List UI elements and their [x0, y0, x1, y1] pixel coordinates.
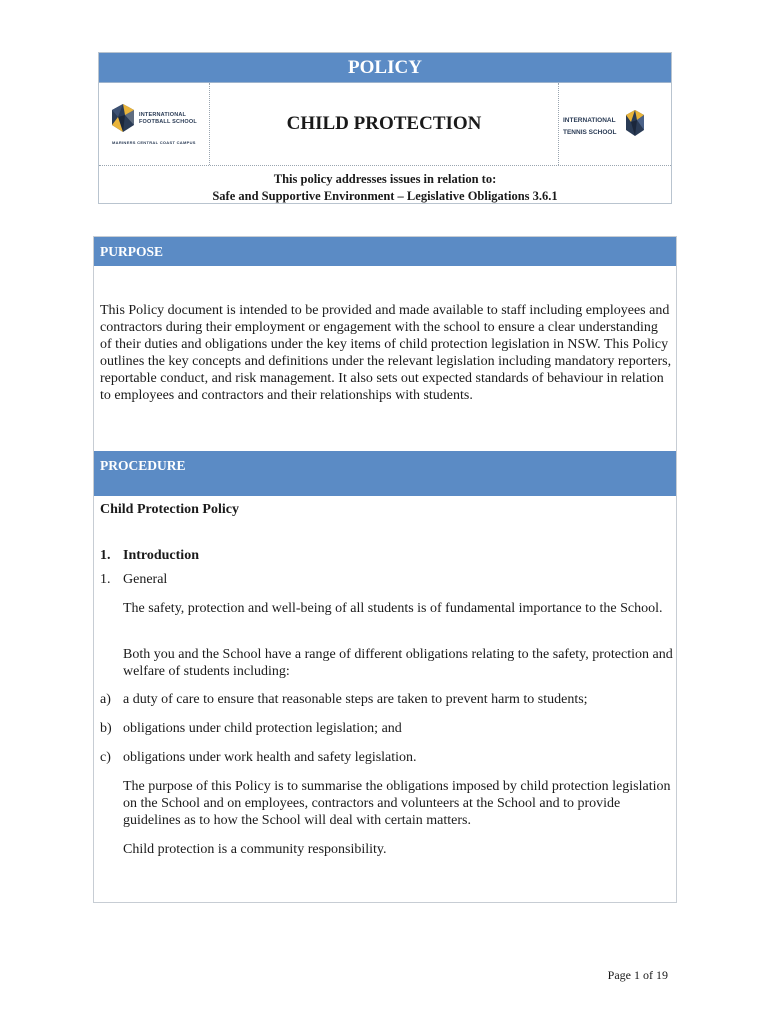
tennis-school-logo: [558, 83, 671, 165]
list-text: a duty of care to ensure that reasonable steps are taken to prevent harm to students;: [123, 692, 588, 707]
paragraph: Child protection is a community responsibility.: [123, 842, 387, 857]
tennis-school-name: [563, 115, 616, 139]
logo-line1: INTERNATIONAL: [139, 112, 187, 118]
subsection-heading: [100, 571, 672, 588]
purpose-heading: PURPOSE: [94, 237, 676, 266]
list-marker: b): [100, 721, 112, 736]
document-title: CHILD PROTECTION: [286, 113, 482, 134]
paragraph: The safety, protection and well-being of all students is of fundamental importance to the School.: [123, 601, 663, 616]
section-number: 1.: [100, 548, 111, 563]
tennis-school-emblem-icon: [625, 109, 645, 137]
subsection-title: General: [123, 572, 168, 587]
list-item: [100, 720, 672, 737]
list-text: obligations under work health and safety legislation.: [123, 750, 417, 765]
policy-scope: [99, 166, 671, 205]
paragraph: Both you and the School have a range of different obligations relating to the safety, protection and welfare of students including:: [123, 647, 673, 679]
football-school-name: [139, 112, 197, 126]
campus-name: MARINERS CENTRAL COAST CAMPUS: [112, 140, 196, 145]
procedure-heading: PROCEDURE: [94, 451, 676, 496]
football-school-emblem-icon: [111, 103, 135, 133]
logo-row: [99, 83, 671, 166]
policy-header: [98, 52, 672, 204]
scope-line1: This policy addresses issues in relation to:: [273, 172, 497, 186]
football-school-logo: [99, 83, 210, 165]
list-text: obligations under child protection legislation; and: [123, 721, 402, 736]
list-marker: c): [100, 750, 111, 765]
page-number: Page 1 of 19: [607, 968, 668, 982]
list-item: [100, 749, 672, 766]
section-heading: [100, 547, 672, 564]
section-title: Introduction: [123, 548, 199, 563]
logo-line1: INTERNATIONAL: [563, 117, 616, 124]
policy-title: Child Protection Policy: [100, 502, 239, 517]
paragraph: The purpose of this Policy is to summarise the obligations imposed by child protection legislation on the School and on employees, contractors and volunteers at the School and to provide guidelines as to how the School will deal with certain matters.: [123, 779, 671, 828]
policy-body: [93, 236, 677, 903]
list-item: [100, 691, 672, 708]
logo-line2: FOOTBALL SCHOOL: [139, 119, 197, 125]
purpose-text: This Policy document is intended to be provided and made available to staff including employees and contractors during their employment or engagement with the school to ensure a clear understanding of their duties and obligations under the key items of child protection legislation in NSW. This Policy outlines the key concepts and definitions under the relevant legislation including mandatory reporters, reportable conduct, and risk management. It also sets out expected standards of behaviour in relation to employees and contractors and their relationships with students.: [100, 303, 672, 403]
list-marker: a): [100, 692, 111, 707]
logo-line2: TENNIS SCHOOL: [563, 129, 617, 136]
subsection-number: 1.: [100, 572, 111, 587]
policy-banner: POLICY: [99, 53, 671, 83]
scope-line2: Safe and Supportive Environment – Legislative Obligations 3.6.1: [212, 189, 558, 203]
